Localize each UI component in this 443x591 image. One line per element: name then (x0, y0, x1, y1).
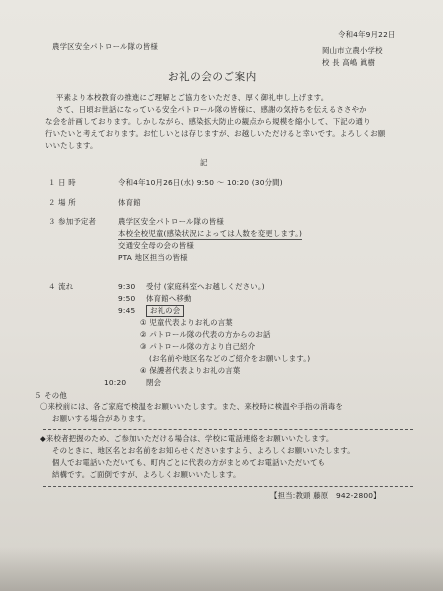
flow-time: 9:50 (118, 294, 136, 303)
item5-label: ５ その他 (34, 391, 67, 400)
flow-text: 閉会 (146, 378, 162, 387)
recipient: 農学区安全パトロール隊の皆様 (52, 42, 158, 51)
flow-sub: ① 児童代表よりお礼の言葉 (140, 318, 233, 327)
item3-line: 本校全校児童(感染状況によっては人数を変更します。) (118, 229, 303, 238)
paper-shadow (0, 547, 443, 591)
flow-time: 10:20 (104, 378, 127, 387)
contact-info: 【担当:教頭 藤原 942-2800】 (270, 491, 381, 500)
intro-line: 平素より本校教育の推進にご理解とご協力をいただき、厚く御礼申し上げます。 (56, 93, 329, 102)
flow-sub: ④ 保護者代表よりお礼の言葉 (140, 366, 241, 375)
dashed-divider (43, 429, 413, 430)
letter-date: 令和4年9月22日 (338, 30, 396, 39)
flow-time: 9:30 (118, 282, 136, 291)
page-title: お礼の会のご案内 (168, 71, 257, 83)
flow-time: 9:45 (118, 306, 136, 315)
note2-line: 結構です。ご面倒ですが、よろしくお願いいたします。 (52, 470, 241, 479)
intro-line: な会を計画しております。しかしながら、感染拡大防止の観点から規模を縮小して、下記の通り (45, 117, 371, 126)
item1-label: １ 日 時 (48, 178, 76, 187)
flow-sub: ② パトロール隊の代表の方からのお話 (140, 330, 271, 339)
note2-line: ◆来校者把握のため、ご参加いただける場合は、学校に電話連絡をお願いいたします。 (40, 434, 334, 443)
sender-school: 岡山市立農小学校 (322, 46, 383, 55)
note1-line: お願いする場合があります。 (52, 414, 151, 423)
item3-line: PTA 地区担当の皆様 (118, 253, 188, 262)
item3-line: 農学区安全パトロール隊の皆様 (118, 217, 224, 226)
note1-line: 〇来校前には、各ご家庭で検温をお願いいたします。また、来校時に検温や手指の消毒を (40, 402, 344, 411)
note2-line: そのときに、地区名とお名前をお知らせくださいますよう、よろしくお願いいたします。 (52, 446, 355, 455)
sender-principal: 校 長 高嶋 眞樹 (322, 58, 376, 67)
ki-mark: 記 (200, 158, 208, 167)
item2-label: ２ 場 所 (48, 198, 76, 207)
flow-sub: ③ パトロール隊の方より自己紹介 (140, 342, 256, 351)
flow-sub: (お名前や地区名などのご紹介をお願いします。) (149, 354, 311, 363)
intro-line: いいたします。 (45, 141, 98, 150)
item3-line: 交通安全母の会の皆様 (118, 241, 194, 250)
item3-label: ３ 参加予定者 (48, 217, 97, 226)
intro-line: さて、日頃お世話になっている安全パトロール隊の皆様に、感謝の気持ちを伝えるささやか (56, 105, 367, 114)
flow-text: 受付 (家庭科室へお越しください。) (146, 282, 265, 291)
item4-label: ４ 流れ (48, 282, 74, 291)
note2-line: 個人でお電話いただいても、町内ごとに代表の方がまとめてお電話いただいても (52, 458, 326, 467)
item2-value: 体育館 (118, 198, 141, 207)
flow-text-boxed: お礼の会 (146, 305, 184, 317)
dashed-divider (43, 486, 413, 487)
item1-value: 令和4年10月26日(水) 9:50 ～ 10:20 (30分間) (118, 178, 283, 187)
intro-line: 行いたいと考えております。お忙しいとは存じますが、お越しいただけると幸いです。よろしくお願 (45, 129, 386, 138)
flow-text: 体育館へ移動 (146, 294, 192, 303)
